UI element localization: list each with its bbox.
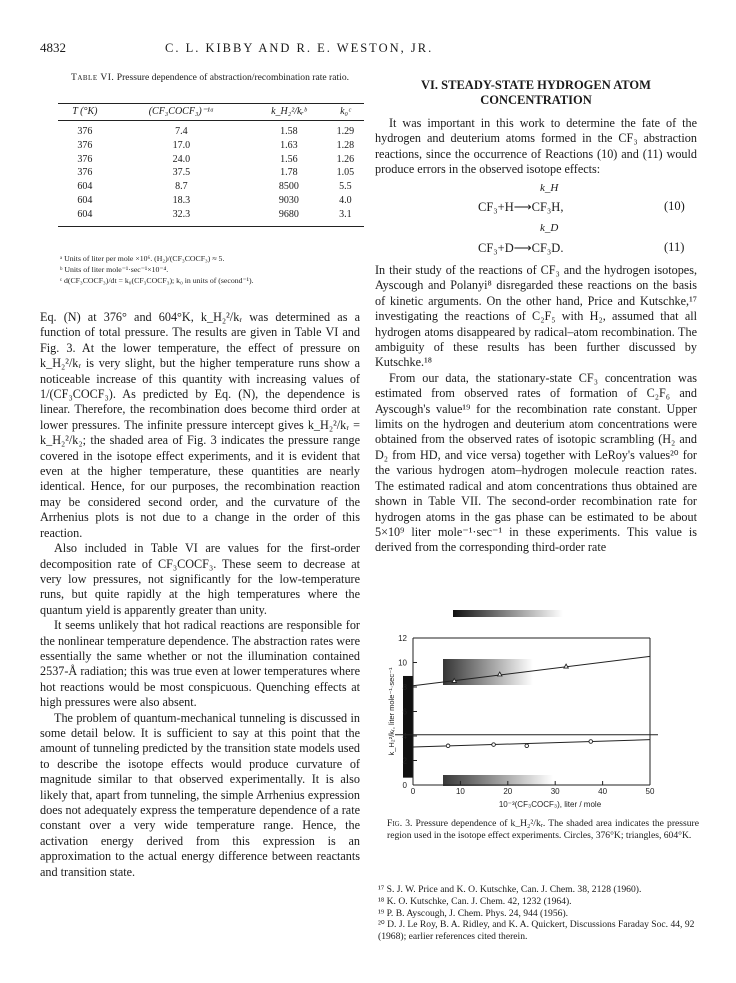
table-notes — [60, 253, 360, 286]
table-cell: 1.56 — [280, 153, 298, 165]
y-tick-label: 6 — [402, 707, 407, 717]
table-cell: 4.0 — [339, 194, 352, 206]
data-point-circle — [589, 740, 593, 744]
y-tick-label: 10 — [398, 658, 407, 668]
table-cell: 1.28 — [336, 139, 355, 151]
equation-11: CF₃+D⟶CF₃D. — [478, 241, 564, 255]
y-tick-label: 2 — [402, 756, 407, 766]
x-tick-label: 40 — [598, 787, 608, 796]
table-note: ᶜ d(CF₃COCF₃)/dt = k₀(CF₃COCF₃); k₀ in units of (second⁻¹). — [60, 276, 254, 285]
data-point-circle — [525, 744, 529, 748]
x-tick-label: 20 — [503, 787, 513, 796]
table-cell: 1.05 — [336, 167, 355, 179]
paragraph: In their study of the reactions of CF₃ and the hydrogen isotopes, Ayscough and Polanyi⁸ disregarded these reactions on the basis of kinetic arguments. On the other hand, Price and Kutschke,¹⁷ investigating the reactions of C₂F₅ with H₂, assumed that all hydrogen atoms disappeared by radical–atom recombination. The ambiguity of these results has been further discussed by Kutschke.¹⁸ — [375, 263, 697, 370]
table-caption — [60, 72, 360, 84]
y-axis-label: k_H₂²/kᵣ, liter mole⁻¹·sec⁻¹ — [387, 667, 396, 756]
column-header: k_H₂²/kᵣᵇ — [251, 104, 327, 121]
table-cell: 37.5 — [172, 167, 191, 179]
table-row — [58, 180, 364, 194]
left-column-text — [40, 310, 360, 880]
column-header: k₀ᶜ — [327, 104, 364, 121]
table-cell: 376 — [77, 139, 93, 151]
paragraph: It seems unlikely that hot radical reactions are responsible for the nonlinear temperature dependence. The abstraction rates were essentially the same whether or not the illumination contained 2537-Å radiation; this was true even at lower temperatures where hot reactions would be most conspicuous. Quenching effects at high pressures were also absent. — [40, 618, 360, 710]
equation-10: CF₃+H⟶CF₃H, — [478, 200, 564, 214]
x-tick-label: 10 — [455, 787, 465, 796]
table-row — [58, 153, 364, 167]
scan-artifact-top — [453, 610, 563, 617]
x-tick-label: 30 — [550, 787, 560, 796]
data-point-circle — [492, 743, 496, 747]
table-cell: 8500 — [278, 181, 299, 193]
x-tick-label: 0 — [410, 787, 416, 796]
y-tick-label: 4 — [402, 732, 407, 741]
table-cell: 1.78 — [280, 167, 298, 179]
right-column-intro — [375, 116, 697, 178]
running-head: C. L. KIBBY AND R. E. WESTON, JR. — [165, 41, 434, 55]
table-cell: 18.3 — [172, 194, 191, 206]
y-tick-label: 0 — [402, 781, 407, 790]
equation-number: (11) — [664, 240, 685, 254]
figure-3-chart — [385, 610, 685, 810]
table-cell: 8.7 — [175, 181, 188, 193]
table-cell: 5.5 — [339, 181, 352, 193]
column-header: (CF₃COCF₃)⁻¹ᵃ — [112, 104, 251, 121]
y-tick-label: 8 — [402, 683, 407, 692]
table-cell: 376 — [77, 167, 93, 179]
right-column-text — [375, 263, 697, 556]
equation-rate-constant: k_H — [540, 182, 559, 194]
section-title: VI. STEADY-STATE HYDROGEN ATOM CONCENTRATION — [421, 78, 651, 107]
data-point-circle — [446, 744, 450, 748]
table-caption-text: Pressure dependence of abstraction/recombination rate ratio. — [116, 72, 350, 83]
data-point-triangle — [564, 664, 568, 668]
footnote: ¹⁸ K. O. Kutschke, Can. J. Chem. 42, 1232 (1964). — [378, 895, 572, 907]
page-number: 4832 — [40, 40, 66, 55]
table-cell: 376 — [77, 126, 93, 137]
table-cell: 3.1 — [327, 208, 364, 226]
paragraph: Eq. (N) at 376° and 604°K, k_H₂²/kᵣ was determined as a function of total pressure. The results are given in Table VI and Fig. 3. At the lower temperature, the effect of pressure on k_H₂²/kᵣ is very slight, but the higher temperature runs show a noticeable increase of this quantity with increasing values of 1/(CF₃COCF₃). As predicted by Eq. (N), the dependence is linear. Therefore, the recombination does become third order at lower pressures. The infinite pressure intercept gives k_H₂²/kᵣ = k_H₂²/k₂; the shaded area of Fig. 3 indicates the pressure range covered in the isotope effect experiments, and it is evident that even at the higher temperature, these quantities are nearly identical. Hence, for our purposes, the recombination reaction may be considered second order, and the curvature of the Arrhenius plots is not due to a change in the order of this reaction. — [40, 310, 360, 540]
table-cell: 604 — [77, 181, 93, 193]
table-note: ᵃ Units of liter per mole ×10⁶. (H₂)/(CF₃COCF₃) ≈ 5. — [60, 254, 225, 263]
scan-artifact-mid — [443, 659, 533, 685]
equation-rate-constant: k_D — [540, 222, 559, 234]
table-cell: 1.26 — [336, 153, 355, 165]
table-row — [58, 139, 364, 153]
table-header-row — [58, 104, 364, 121]
equation-number: (10) — [664, 199, 685, 213]
table-cell: 9030 — [278, 194, 299, 206]
table-vi — [58, 103, 364, 227]
table-cell: 17.0 — [172, 139, 191, 151]
paragraph: Also included in Table VI are values for the first-order decomposition rate of CF₃COCF₃. These seem to decrease at very low pressures, not significantly for the low-temperature runs, but quite rapidly at the high temperatures where the quantum yield is apparently greater than unity. — [40, 541, 360, 617]
paragraph: From our data, the stationary-state CF₃ concentration was estimated from observed rates of formation of C₂F₆ and Ayscough's value¹⁹ for the recombination rate constant. Upper limits on the hydrogen and deuterium atom concentrations were obtained from the observed rates of isotopic scrambling (H₂ and D₂ from HD, and vice versa) together with LeRoy's values²⁰ for the various hydrogen atom–hydrogen molecule reaction rates. The estimated radical and atom concentrations thus obtained are shown in Table VII. The second-order recombination rate for hydrogen atoms in the gas phase can be estimated to be about 5×10⁹ liter mole⁻¹·sec⁻¹ in these experiments. This value is derived from the corresponding third-order rate — [375, 370, 697, 555]
paragraph: The problem of quantum-mechanical tunneling is discussed in some detail below. It is sufficient to say at this point that the amount of tunneling predicted by the transition state models used to describe the isotope effects would produce curvature of magnitude similar to that observed experimentally. It is also likely that, apart from tunneling, the simple Arrhenius expression does not adequately express the temperature dependence of a rate constant over a very wide temperature range. Hence, the activation energy derived from this expression is an approximation to the actual energy difference between reactants and transition state. — [40, 710, 360, 879]
table-cell: 1.63 — [280, 139, 298, 151]
footnotes — [378, 884, 700, 943]
x-axis-label: 10⁻³(CF₃COCF₃), liter / mole — [498, 800, 602, 809]
footnote: ¹⁹ P. B. Ayscough, J. Chem. Phys. 24, 944 (1956). — [378, 907, 569, 919]
table-cell: 1.58 — [280, 126, 298, 137]
table-cell: 9680 — [251, 208, 327, 226]
paragraph: It was important in this work to determine the fate of the hydrogen and deuterium atoms formed in the CF₃ abstraction reactions, since the occurrence of Reactions (10) and (11) would produce errors in the observed isotope effects: — [375, 116, 697, 177]
y-tick-label: 12 — [398, 634, 407, 643]
footnote: ¹⁷ S. J. W. Price and K. O. Kutschke, Can. J. Chem. 38, 2128 (1960). — [378, 884, 642, 895]
x-tick-label: 50 — [645, 787, 655, 796]
table-cell: 24.0 — [172, 153, 191, 165]
figure-caption — [387, 818, 699, 842]
scan-artifact-bottom — [443, 775, 553, 786]
table-cell: 604 — [77, 194, 93, 206]
table-cell: 32.3 — [112, 208, 251, 226]
footnote: ²⁰ D. J. Le Roy, B. A. Ridley, and K. A. Quickert, Discussions Faraday Soc. 44, 92 (1968); earlier references cited therein. — [378, 919, 695, 943]
plot-area — [395, 634, 658, 796]
table-caption-label: Table VI. — [70, 72, 115, 83]
table-row — [58, 194, 364, 208]
table-cell: 376 — [77, 153, 93, 165]
table-row — [58, 121, 364, 139]
table-row — [58, 166, 364, 180]
table-cell: 604 — [58, 208, 112, 226]
table-note: ᵇ Units of liter mole⁻¹·sec⁻¹×10⁻⁴. — [60, 265, 169, 274]
figure-caption-text: Pressure dependence of k_H₂²/kᵣ. The shaded area indicates the pressure region used in the isotope effect experiments. Circles, 376°K; triangles, 604°K. — [387, 818, 699, 841]
table-row — [58, 208, 364, 226]
table-cell: 7.4 — [175, 126, 188, 137]
column-header: T (°K) — [58, 104, 112, 121]
table-cell: 1.29 — [336, 126, 355, 137]
figure-caption-label: Fig. 3. — [387, 818, 413, 829]
